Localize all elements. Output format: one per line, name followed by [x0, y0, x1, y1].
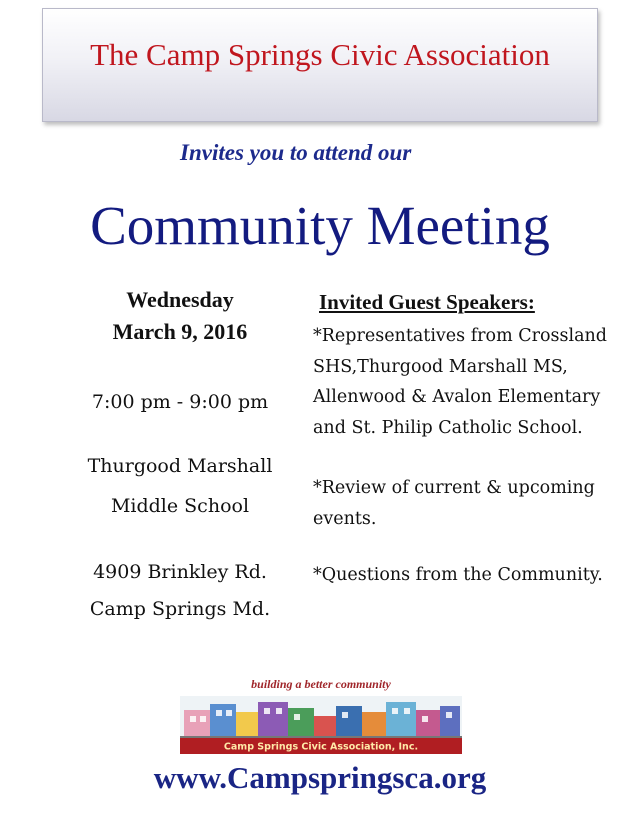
logo-graphic [180, 676, 462, 754]
speaker-item-questions: *Questions from the Community. [313, 565, 603, 585]
speaker-item-events: *Review of current & upcoming events. [313, 478, 595, 529]
address-line-1: 4909 Brinkley Rd. [93, 561, 267, 583]
association-title: The Camp Springs Civic Association [90, 37, 550, 72]
event-address [60, 554, 300, 628]
website-link[interactable]: www.Campspringsca.org [153, 760, 487, 795]
speaker-item-representatives: *Representatives from Crossland SHS,Thurgood Marshall MS, Allenwood & Avalon Elementary and St. Philip Catholic School. [313, 326, 607, 438]
speakers-heading: Invited Guest Speakers: [319, 290, 535, 314]
invite-line: Invites you to attend our [180, 140, 412, 165]
address-line-2: Camp Springs Md. [89, 598, 271, 620]
venue-line-2: Middle School [110, 495, 250, 517]
logo-org-name: Camp Springs Civic Association, Inc. [223, 741, 419, 753]
speakers-section [313, 287, 613, 591]
header-banner [42, 8, 598, 122]
meeting-headline: Community Meeting [90, 195, 550, 256]
event-details [60, 284, 300, 628]
association-logo [180, 676, 462, 754]
event-day: Wednesday [126, 287, 234, 312]
venue-line-1: Thurgood Marshall [87, 455, 273, 477]
logo-tagline: building a better community [251, 677, 391, 691]
event-time: 7:00 pm - 9:00 pm [91, 391, 269, 413]
event-date: March 9, 2016 [112, 319, 248, 344]
event-venue [60, 446, 300, 526]
